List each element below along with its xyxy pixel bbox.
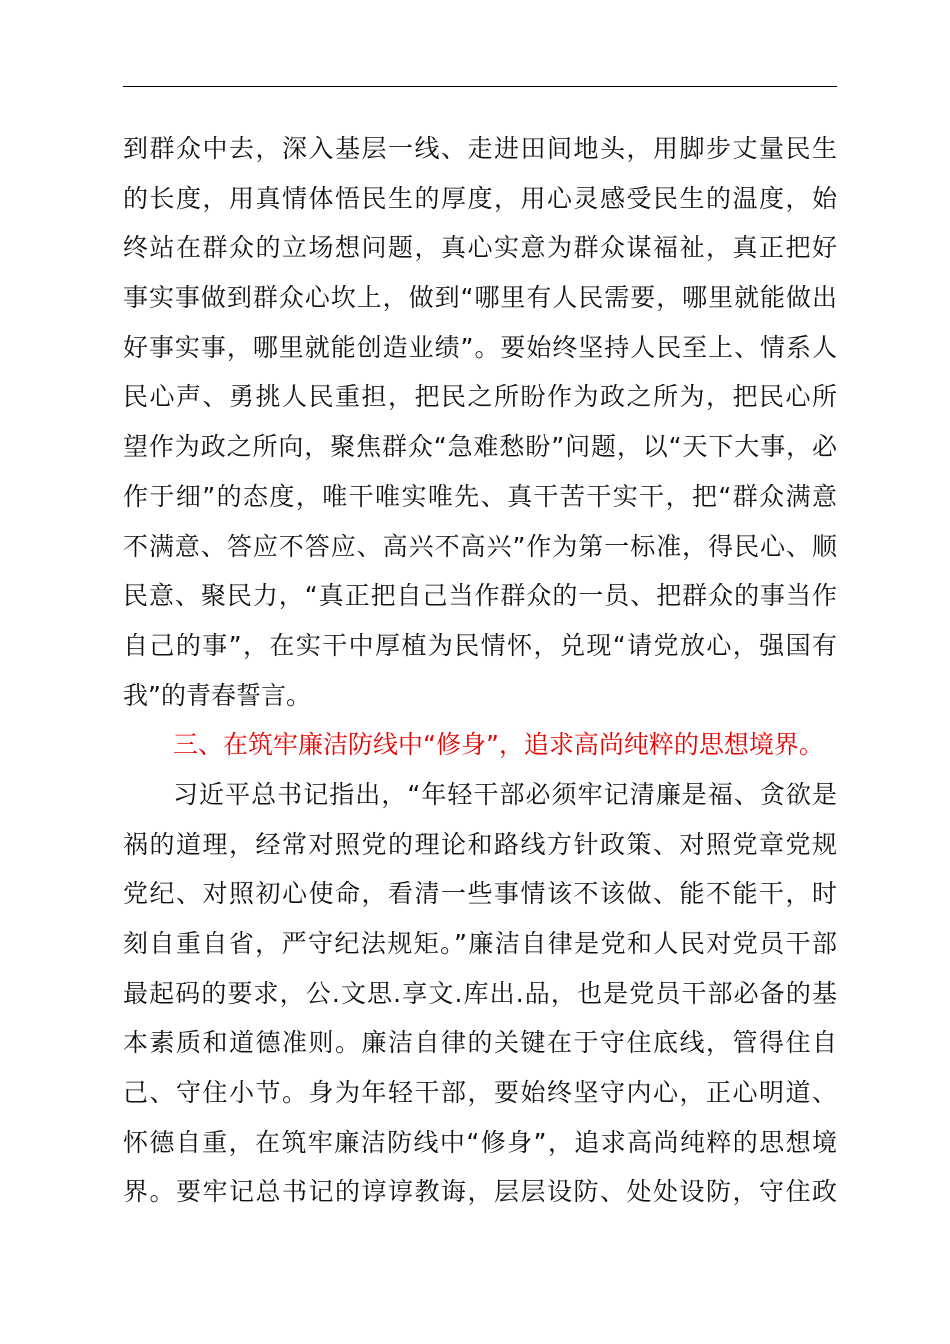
text-line: 作于细”的态度，唯干唯实唯先、真干苦干实干，把“群众满意: [123, 481, 837, 511]
text-line: 的长度，用真情体悟民生的厚度，用心灵感受民生的温度，始: [123, 183, 837, 213]
text-line: 好事实事，哪里就能创造业绩”。要始终坚持人民至上、情系人: [123, 332, 837, 362]
text-line: 怀德自重，在筑牢廉洁防线中“修身”，追求高尚纯粹的思想境: [123, 1127, 837, 1157]
text-line: 事实事做到群众心坎上，做到“哪里有人民需要，哪里就能做出: [123, 283, 837, 313]
text-line: 习近平总书记指出，“年轻干部必须牢记清廉是福、贪欲是: [173, 779, 837, 809]
header-rule: [123, 86, 837, 87]
text-line: 望作为政之所向，聚焦群众“急难愁盼”问题，以“天下大事，必: [123, 432, 837, 462]
text-line: 最起码的要求，公.文思.享文.库出.品，也是党员干部必备的基: [123, 978, 837, 1008]
document-body: [123, 124, 837, 1217]
text-line: 终站在群众的立场想问题，真心实意为群众谋福祉，真正把好: [123, 233, 837, 263]
text-line: 不满意、答应不答应、高兴不高兴”作为第一标准，得民心、顺: [123, 531, 837, 561]
text-line: 本素质和道德准则。廉洁自律的关键在于守住底线，管得住自: [123, 1028, 837, 1058]
paragraph-1: [123, 124, 837, 720]
text-line: 到群众中去，深入基层一线、走进田间地头，用脚步丈量民生: [123, 134, 837, 163]
text-line: 党纪、对照初心使命，看清一些事情该不该做、能不能干，时: [123, 879, 837, 909]
section-heading: 三、在筑牢廉洁防线中“修身”，追求高尚纯粹的思想境界。: [173, 730, 824, 760]
text-line: 我”的青春誓言。: [123, 680, 311, 710]
text-line: 自己的事”，在实干中厚植为民情怀，兑现“请党放心，强国有: [123, 630, 837, 660]
text-line: 民意、聚民力，“真正把自己当作群众的一员、把群众的事当作: [123, 581, 837, 611]
text-line: 己、守住小节。身为年轻干部，要始终坚守内心，正心明道、: [123, 1078, 837, 1108]
text-line: 刻自重自省，严守纪法规矩。”廉洁自律是党和人民对党员干部: [123, 929, 837, 958]
text-line: 祸的道理，经常对照党的理论和路线方针政策、对照党章党规: [123, 829, 837, 859]
text-line: 民心声、勇挑人民重担，把民之所盼作为政之所为，把民心所: [123, 382, 837, 412]
paragraph-2: [123, 770, 837, 1217]
text-line: 界。要牢记总书记的谆谆教诲，层层设防、处处设防，守住政: [123, 1177, 837, 1207]
